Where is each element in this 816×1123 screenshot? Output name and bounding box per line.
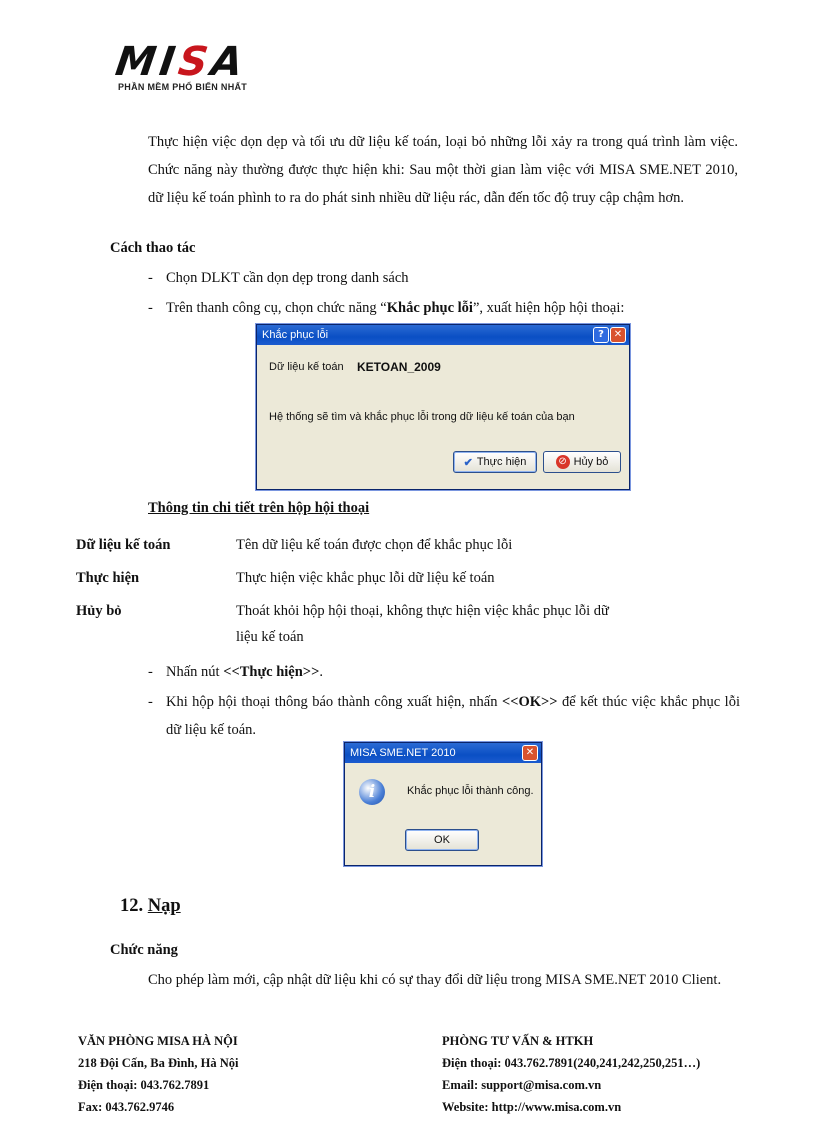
dialog-message: Hệ thống sẽ tìm và khắc phục lỗi trong dữ liệu kế toán của bạn	[269, 411, 575, 423]
function-paragraph: Cho phép làm mới, cập nhật dữ liệu khi có sự thay đổi dữ liệu trong MISA SME.NET 2010 Client.	[148, 972, 722, 988]
dialog-titlebar	[257, 325, 629, 345]
definition-row: Thực hiện Thực hiện việc khắc phục lỗi dữ liệu kế toán	[76, 570, 495, 586]
close-icon[interactable]: ✕	[610, 327, 626, 343]
function-heading: Chức năng	[110, 942, 178, 958]
dialog-title: Khắc phục lỗi	[262, 329, 329, 341]
success-dialog	[344, 742, 542, 866]
help-icon[interactable]: ?	[593, 327, 609, 343]
dialog-titlebar	[345, 743, 541, 763]
field-label: Dữ liệu kế toán	[269, 361, 344, 373]
cancel-icon: ⊘	[556, 455, 570, 469]
ok-button[interactable]: OK	[405, 829, 479, 851]
misa-logo	[110, 39, 290, 94]
intro-paragraph: Thực hiện việc dọn dẹp và tối ưu dữ liệu kế toán, loại bỏ những lỗi xảy ra trong quá trình làm việc. Chức năng này thường được thực hiện khi: Sau một thời gian làm việc với MISA SME.NET 2010, dữ liệu kế toán phình to ra do phát sinh nhiều dữ liệu rác, dẫn đến tốc độ truy cập chậm hơn.	[148, 134, 738, 206]
definition-row: Hủy bỏ Thoát khỏi hộp hội thoại, không thực hiện việc khắc phục lỗi dữ liệu kế toán	[76, 603, 609, 645]
field-value: KETOAN_2009	[357, 360, 441, 374]
operation-heading: Cách thao tác	[110, 240, 196, 256]
details-title: Thông tin chi tiết trên hộp hội thoại	[148, 500, 370, 516]
execute-button[interactable]: ✔ Thực hiện	[453, 451, 537, 473]
dialog-message: Khắc phục lỗi thành công.	[407, 785, 534, 797]
bullet-item: - Trên thanh công cụ, chọn chức năng “Khắc phục lỗi”, xuất hiện hộp hội thoại:	[148, 300, 625, 316]
cancel-button[interactable]: ⊘ Hủy bỏ	[543, 451, 621, 473]
definition-row: Dữ liệu kế toán Tên dữ liệu kế toán được chọn để khắc phục lỗi	[76, 537, 513, 553]
info-icon: i	[359, 779, 385, 805]
dialog-title: MISA SME.NET 2010	[350, 747, 456, 759]
bullet-item: - Chọn DLKT cần dọn dẹp trong danh sách	[148, 270, 409, 286]
footer-left: VĂN PHÒNG MISA HÀ NỘI 218 Đội Cấn, Ba Đình, Hà Nội Điện thoại: 043.762.7891 Fax: 043.762.9746	[78, 1034, 239, 1114]
bullet-item: - Nhấn nút <<Thực hiện>>.	[148, 664, 323, 680]
close-icon[interactable]: ✕	[522, 745, 538, 761]
logo-tagline: PHẦN MỀM PHỔ BIẾN NHẤT	[118, 82, 248, 92]
logo-wordmark: MISA	[112, 39, 250, 85]
repair-dialog	[256, 324, 630, 490]
bullet-item: - Khi hộp hội thoại thông báo thành công xuất hiện, nhấn <<OK>> để kết thúc việc khắc phục lỗi dữ liệu kế toán.	[148, 694, 740, 738]
section-heading: 12. Nạp	[120, 896, 181, 916]
check-icon: ✔	[463, 456, 473, 469]
footer-right: PHÒNG TƯ VẤN & HTKH Điện thoại: 043.762.7891(240,241,242,250,251…) Email: support@misa.com.vn Website: http://www.misa.com.vn	[442, 1034, 701, 1114]
